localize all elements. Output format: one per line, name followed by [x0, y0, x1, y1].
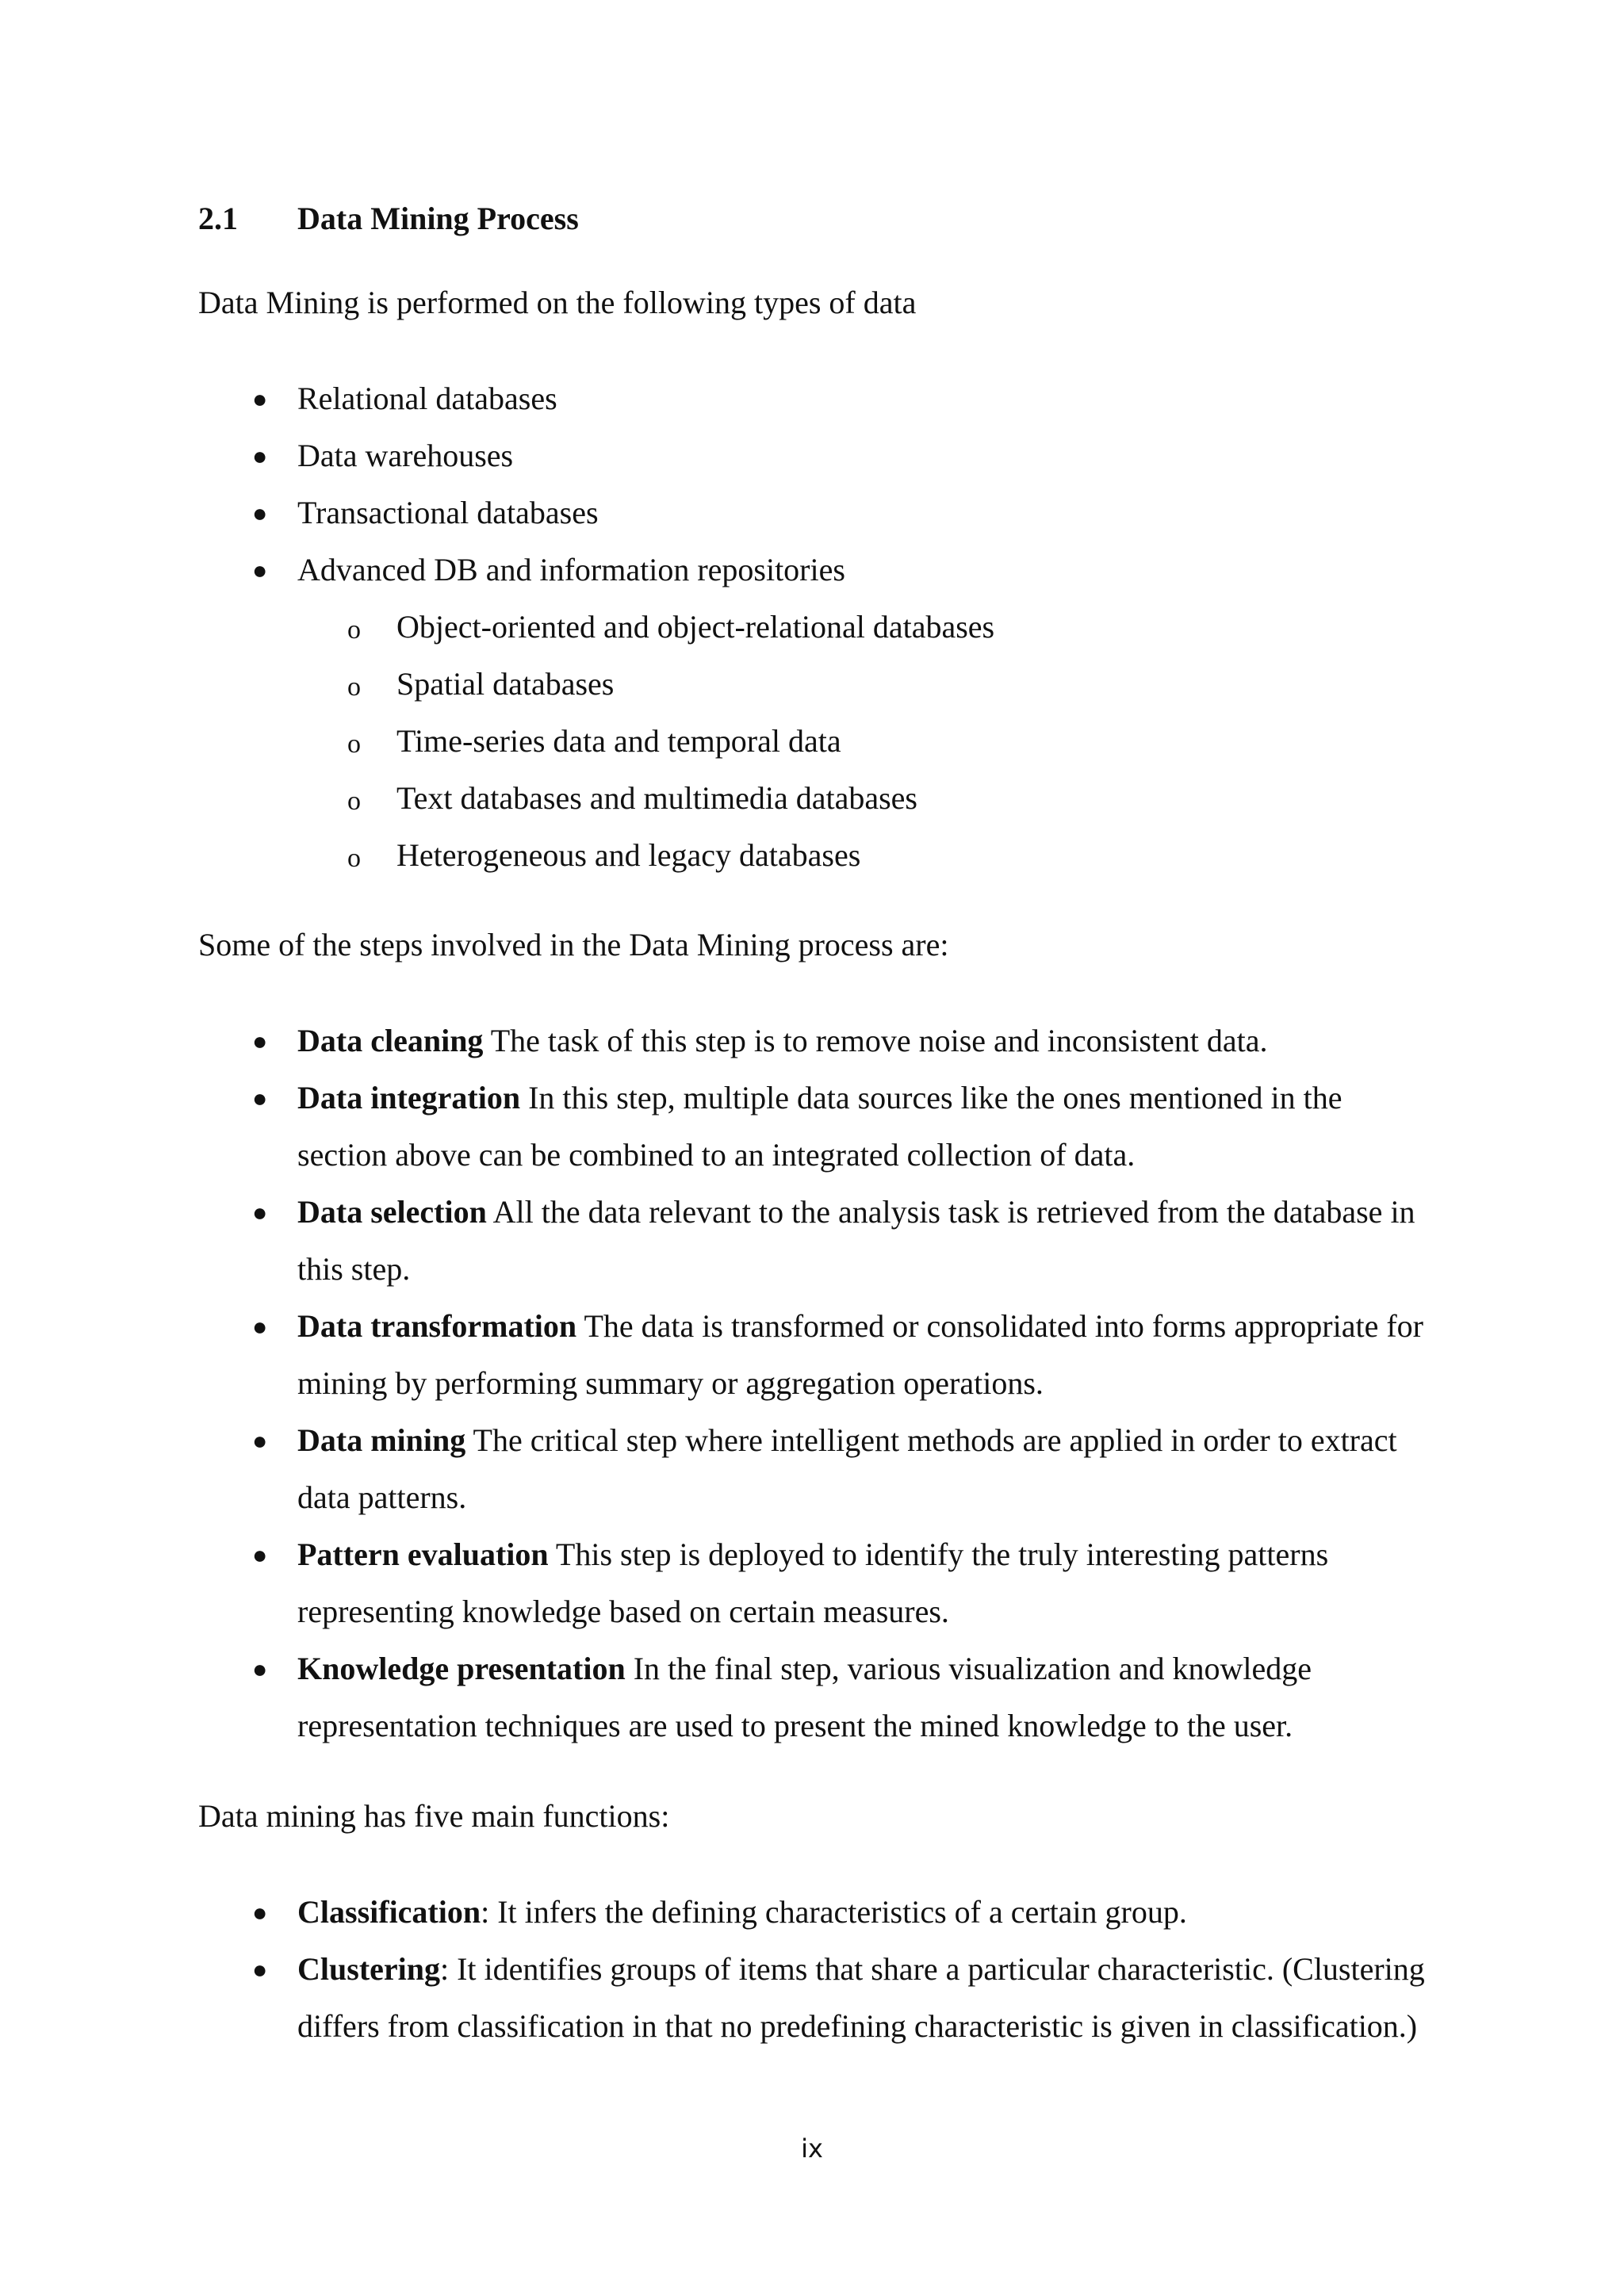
bullet-icon: ● — [252, 1426, 268, 1455]
step-term: Data transformation — [297, 1308, 577, 1344]
bullet-icon: ● — [252, 1655, 268, 1683]
bullet-icon: ● — [252, 556, 268, 584]
list-item: ● Data warehouses — [198, 427, 1435, 484]
list-item: ● Clustering: It identifies groups of items that share a particular characteristic. (Clustering differs from classification in that no predefining characteristic is given in classification.) — [198, 1941, 1435, 2055]
bullet-icon: ● — [252, 1027, 268, 1055]
intro-functions-paragraph: Data mining has five main functions: — [198, 1798, 670, 1834]
list-item: ● Classification: It infers the defining characteristics of a certain group. — [198, 1884, 1435, 1941]
circle-bullet-icon: o — [347, 786, 361, 816]
steps-list — [198, 1012, 1435, 1755]
bullet-icon: ● — [252, 1198, 268, 1226]
list-item: ● Data integration In this step, multiple data sources like the ones mentioned in the section above can be combined to an integrated collection of data. — [198, 1070, 1435, 1184]
bullet-icon: ● — [252, 442, 268, 470]
bullet-icon: ● — [252, 499, 268, 527]
circle-bullet-icon: o — [347, 672, 361, 702]
page-number: ix — [801, 2133, 823, 2164]
sublist-item: o Time-series data and temporal data — [297, 713, 1435, 770]
section-heading — [198, 190, 579, 247]
step-term: Data mining — [297, 1422, 466, 1458]
intro-steps-paragraph: Some of the steps involved in the Data Mining process are: — [198, 927, 949, 962]
list-item: ● Data mining The critical step where intelligent methods are applied in order to extract data patterns. — [198, 1412, 1435, 1526]
step-term: Knowledge presentation — [297, 1651, 626, 1686]
sublist-item: o Spatial databases — [297, 656, 1435, 713]
section-title: Data Mining Process — [297, 201, 579, 236]
bullet-icon: ● — [252, 385, 268, 413]
list-item: ● Knowledge presentation In the final step, various visualization and knowledge representation techniques are used to present the mined knowledge to the user. — [198, 1640, 1435, 1755]
circle-bullet-icon: o — [347, 729, 361, 759]
bullet-icon: ● — [252, 1312, 268, 1341]
bullet-icon: ● — [252, 1955, 268, 1984]
function-term: Classification — [297, 1894, 481, 1930]
intro-types-paragraph: Data Mining is performed on the following types of data — [198, 285, 917, 320]
sublist-item: o Heterogeneous and legacy databases — [297, 827, 1435, 884]
list-item: ● Relational databases — [198, 370, 1435, 427]
list-item: ● Advanced DB and information repositories o Object-oriented and object-relational databases o Spatial databases o Time-series data and temporal data o Text databases and multimedia databases o Heterogeneous and legacy databases — [198, 541, 1435, 884]
list-item: ● Data transformation The data is transformed or consolidated into forms appropriate for mining by performing summary or aggregation operations. — [198, 1298, 1435, 1412]
list-item: ● Data selection All the data relevant to the analysis task is retrieved from the database in this step. — [198, 1184, 1435, 1298]
circle-bullet-icon: o — [347, 615, 361, 645]
list-item: ● Transactional databases — [198, 484, 1435, 541]
step-term: Pattern evaluation — [297, 1536, 549, 1572]
functions-list — [198, 1884, 1435, 2055]
bullet-icon: ● — [252, 1540, 268, 1569]
section-number: 2.1 — [198, 201, 238, 236]
function-term: Clustering — [297, 1951, 440, 1987]
list-item: ● Pattern evaluation This step is deployed to identify the truly interesting patterns representing knowledge based on certain measures. — [198, 1526, 1435, 1640]
step-term: Data selection — [297, 1194, 487, 1230]
sublist-item: o Text databases and multimedia databases — [297, 770, 1435, 827]
sublist-item: o Object-oriented and object-relational databases — [297, 599, 1435, 656]
list-item: ● Data cleaning The task of this step is to remove noise and inconsistent data. — [198, 1012, 1435, 1070]
bullet-icon: ● — [252, 1898, 268, 1927]
circle-bullet-icon: o — [347, 844, 361, 873]
bullet-icon: ● — [252, 1084, 268, 1112]
step-term: Data integration — [297, 1080, 521, 1115]
step-term: Data cleaning — [297, 1023, 484, 1058]
data-types-list — [198, 370, 1435, 884]
advanced-subtypes-list — [297, 599, 1435, 884]
